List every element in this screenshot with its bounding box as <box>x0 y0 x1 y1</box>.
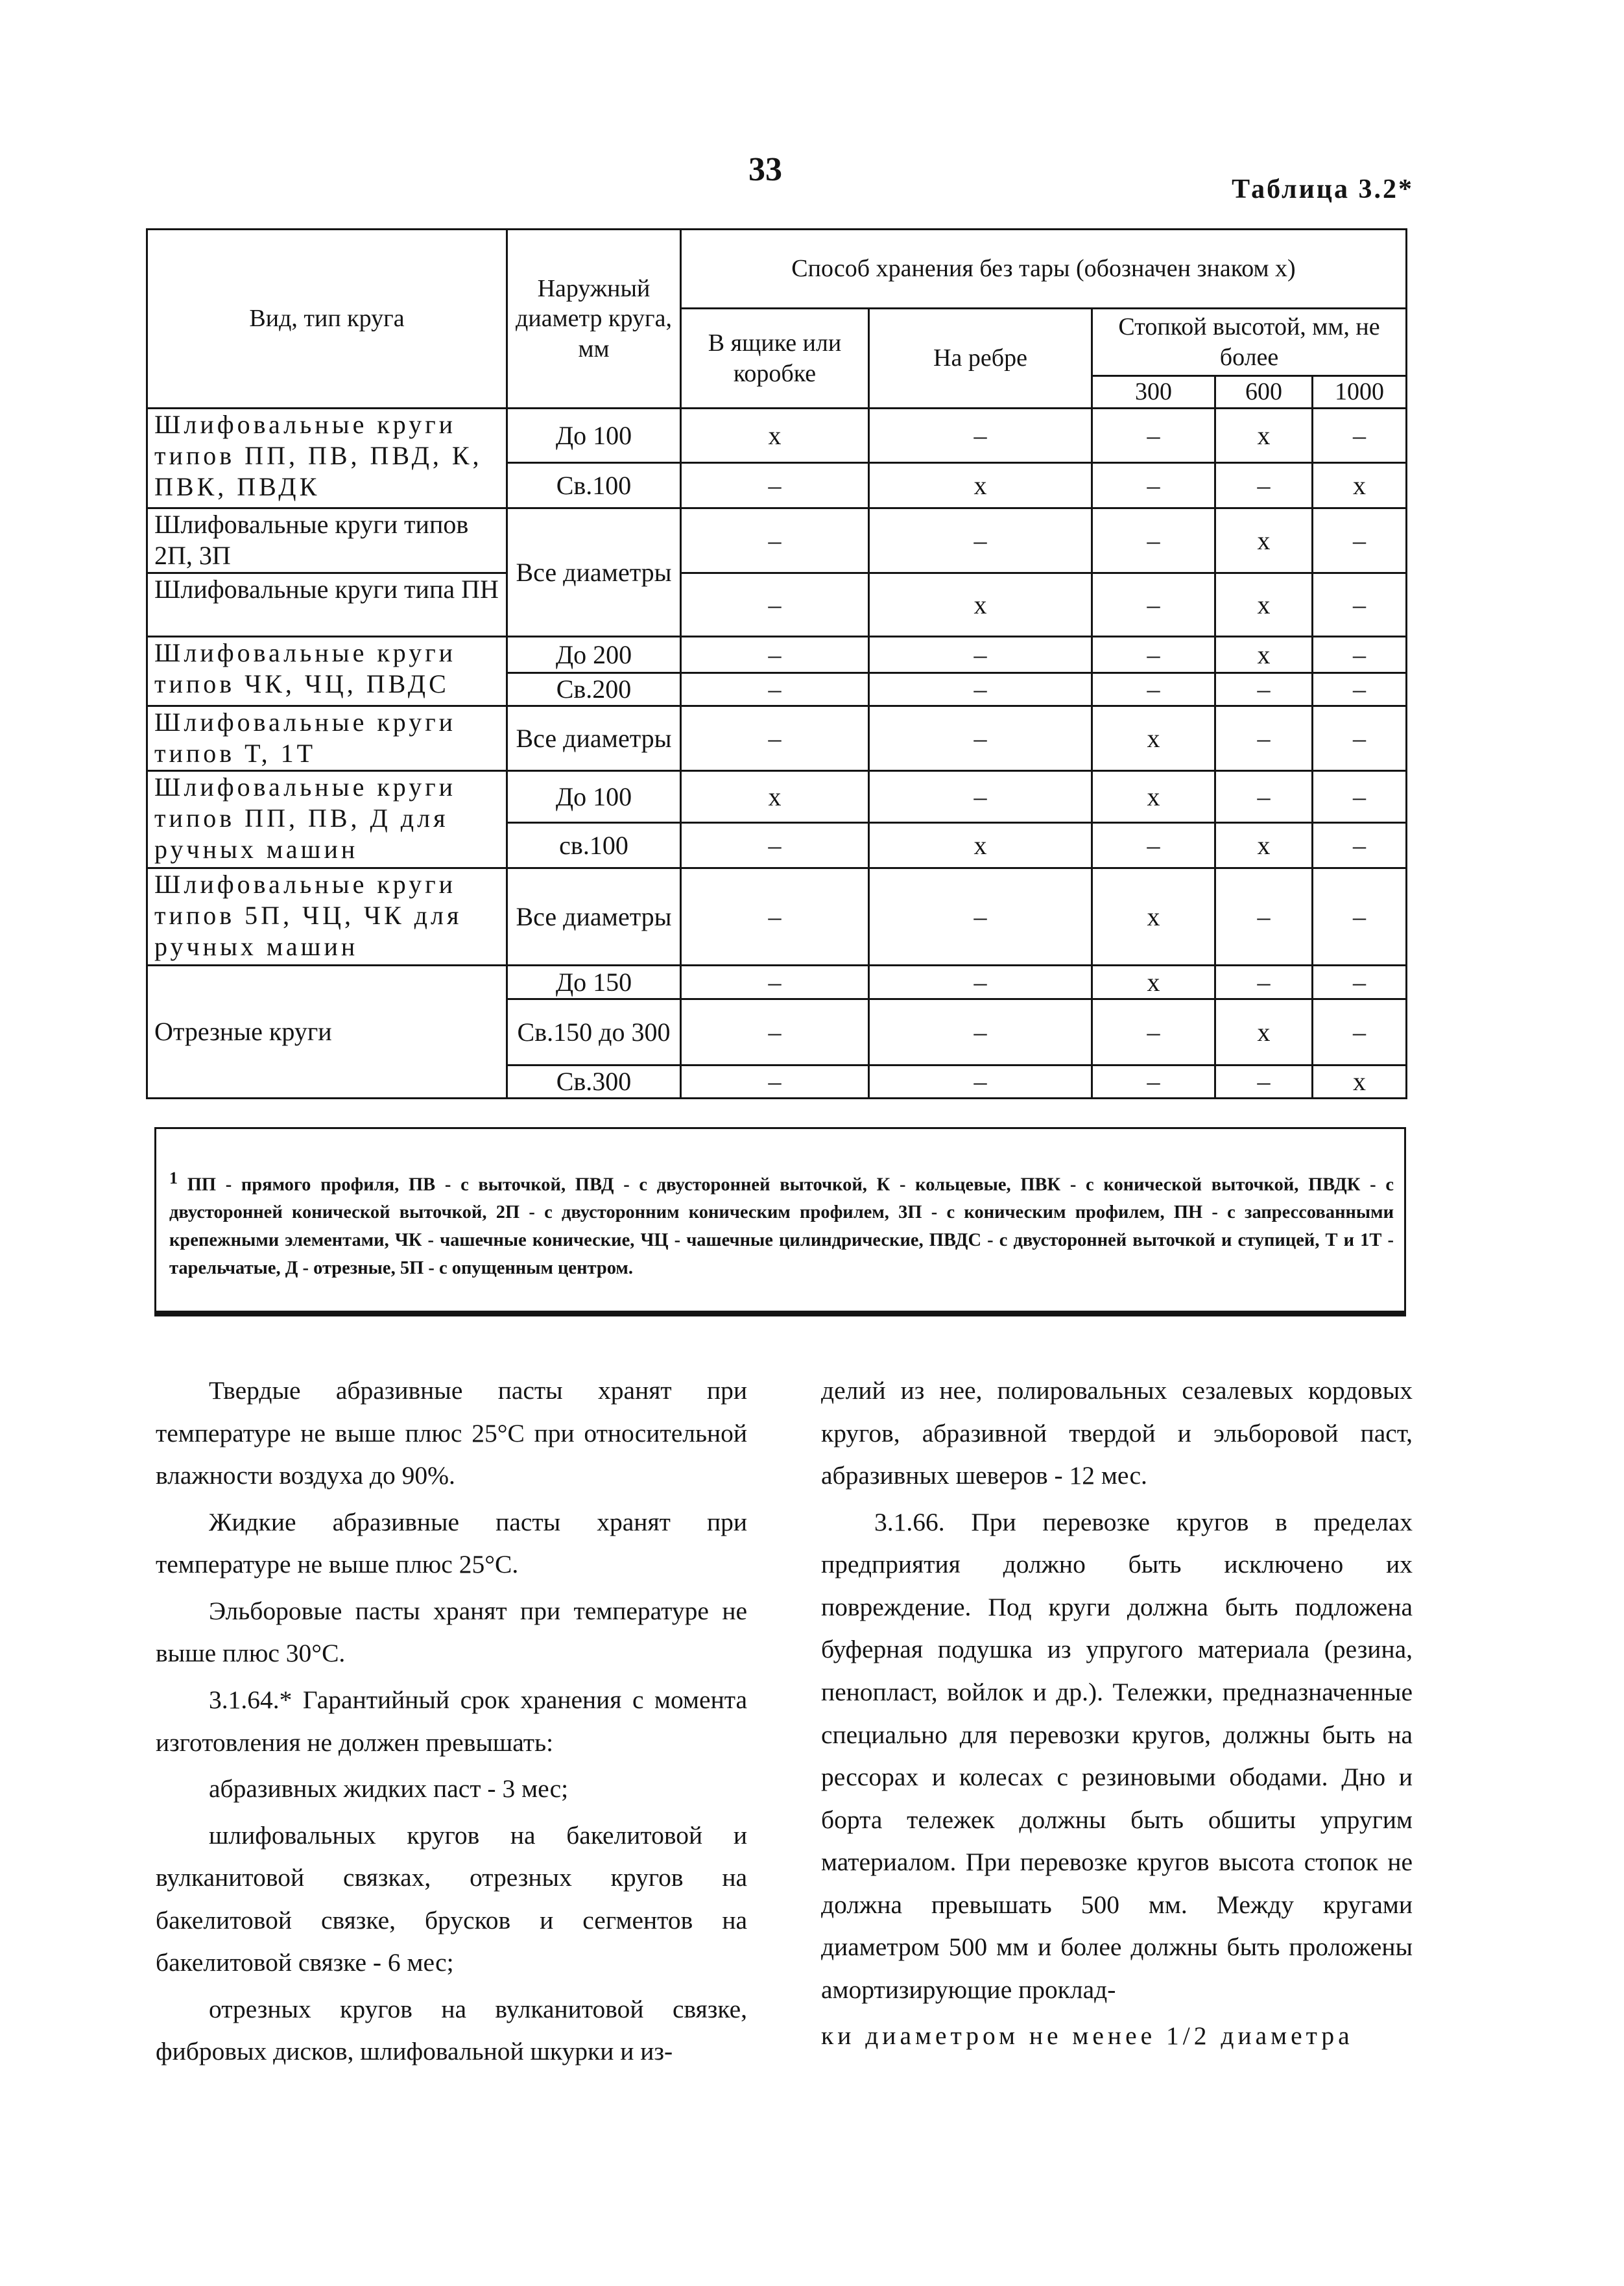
header-edge: На ребре <box>869 309 1092 409</box>
table-row <box>147 508 1407 573</box>
paragraph: отрезных кругов на вулканитовой связке, фибровых дисков, шлифовальной шкурки и из- <box>156 1994 747 2066</box>
cell-300: – <box>1092 823 1215 868</box>
cell-300: – <box>1092 463 1215 508</box>
cell-edge: – <box>869 673 1092 706</box>
cell-300: х <box>1092 868 1215 966</box>
cell-300: – <box>1092 1066 1215 1099</box>
paragraph: Твердые абразивные пасты хранят при температуре не выше плюс 25°С при относительной влажности воздуха до 90%. <box>156 1376 747 1490</box>
cell-600: х <box>1215 999 1313 1066</box>
paragraph: делий из нее, полировальных сезалевых кордовых кругов, абразивной твердой и эльборовой паст, абразивных шеверов - 12 мес. <box>821 1376 1413 1490</box>
header-type: Вид, тип круга <box>147 230 507 409</box>
cell-edge: – <box>869 966 1092 999</box>
header-box: В ящике или коробке <box>681 309 869 409</box>
cell-edge: х <box>869 823 1092 868</box>
table-row <box>147 409 1407 463</box>
cell-box: – <box>681 573 869 637</box>
cell-1000: – <box>1313 673 1407 706</box>
page-number: 33 <box>748 151 782 188</box>
header-600: 600 <box>1215 376 1313 409</box>
cell-300: – <box>1092 508 1215 573</box>
header-storage: Способ хранения без тары (обозначен знаком х) <box>681 230 1407 309</box>
cell-600: х <box>1215 573 1313 637</box>
cell-300: х <box>1092 771 1215 823</box>
row-type: Шлифовальные круги типов ЧК, ЧЦ, ПВДС <box>147 637 507 706</box>
header-stack: Стопкой высотой, мм, не более <box>1092 309 1407 376</box>
cell-box: – <box>681 1066 869 1099</box>
cell-box: – <box>681 637 869 673</box>
cell-edge: – <box>869 868 1092 966</box>
row-diameter: Все диаметры <box>507 868 681 966</box>
row-diameter: Св.200 <box>507 673 681 706</box>
table-row <box>147 966 1407 999</box>
paragraph: 3.1.66. При перевозке кругов в пределах предприятия должно быть исключено их повреждение. Под круги должна быть подложена буферная подушка из упругого материала (резина, пенопласт, войлок и др.). Тележки, предназначенные специально для перевозки кругов, должны быть на рессорах и колесах с резиновыми ободами. Дно и борта тележек должны быть обшиты упругим материалом. При перевозке кругов высота стопок не должна превышать 500 мм. Между кругами диаметром 500 мм и более должны быть проложены амортизирующие проклад- <box>821 1507 1413 2004</box>
cell-box: х <box>681 771 869 823</box>
row-diameter: Св.300 <box>507 1066 681 1099</box>
header-300: 300 <box>1092 376 1215 409</box>
cell-600: х <box>1215 409 1313 463</box>
cell-edge: – <box>869 637 1092 673</box>
row-diameter: До 100 <box>507 771 681 823</box>
paragraph-last-line: ки диаметром не менее 1/2 диаметра <box>821 2021 1354 2051</box>
cell-1000: – <box>1313 868 1407 966</box>
row-type: Отрезные круги <box>147 966 507 1099</box>
paragraph: 3.1.64.* Гарантийный срок хранения с момента изготовления не должен превышать: <box>156 1685 747 1757</box>
footnote-text: ПП - прямого профиля, ПВ - с выточкой, ПВД - с двусторонней выточкой, К - кольцевые, ПВК - с конической выточкой, ПВДК - с двусторонней конической выточкой, 2П - с двусторонним коническим профилем, 3П - с коническим профилем, ПН - с запрессованными крепежными элементами, ЧК - чашечные конические, ЧЦ - чашечные цилиндрические, ПВДС - с двусторонней выточкой и ступицей, Т и 1Т - тарельчатые, Д - отрезные, 5П - с опущенным центром. <box>169 1174 1394 1278</box>
cell-600: х <box>1215 508 1313 573</box>
cell-600: – <box>1215 706 1313 771</box>
header-1000: 1000 <box>1313 376 1407 409</box>
row-type: Шлифовальные круги типов 5П, ЧЦ, ЧК для ручных машин <box>147 868 507 966</box>
row-diameter: Св.150 до 300 <box>507 999 681 1066</box>
table-footnote <box>154 1127 1406 1316</box>
cell-1000: – <box>1313 508 1407 573</box>
table-caption: Таблица 3.2* <box>1232 174 1414 204</box>
cell-300: – <box>1092 573 1215 637</box>
cell-600: – <box>1215 463 1313 508</box>
cell-edge: х <box>869 573 1092 637</box>
body-left-column <box>156 1370 747 2077</box>
cell-1000: х <box>1313 463 1407 508</box>
cell-box: – <box>681 508 869 573</box>
row-type: Шлифовальные круги типов ПП, ПВ, ПВД, К, ПВК, ПВДК <box>147 409 507 508</box>
cell-600: – <box>1215 1066 1313 1099</box>
body-right-column <box>821 1370 1413 2062</box>
footnote-marker: 1 <box>169 1169 178 1187</box>
paragraph: Эльборовые пасты хранят при температуре не выше плюс 30°С. <box>156 1596 747 1668</box>
cell-1000: х <box>1313 1066 1407 1099</box>
row-diameter: Все диаметры <box>507 508 681 637</box>
table-row <box>147 868 1407 966</box>
cell-1000: – <box>1313 637 1407 673</box>
cell-1000: – <box>1313 573 1407 637</box>
table-row <box>147 706 1407 771</box>
row-type: Шлифовальные круги типов Т, 1Т <box>147 706 507 771</box>
cell-600: – <box>1215 868 1313 966</box>
row-diameter: До 200 <box>507 637 681 673</box>
row-diameter: Св.100 <box>507 463 681 508</box>
cell-edge: – <box>869 771 1092 823</box>
cell-300: – <box>1092 409 1215 463</box>
cell-600: – <box>1215 771 1313 823</box>
paragraph: Жидкие абразивные пасты хранят при температуре не выше плюс 25°С. <box>156 1507 747 1579</box>
cell-600: х <box>1215 823 1313 868</box>
cell-box: – <box>681 966 869 999</box>
cell-edge: – <box>869 508 1092 573</box>
cell-600: – <box>1215 673 1313 706</box>
storage-table <box>146 228 1407 1099</box>
cell-300: – <box>1092 673 1215 706</box>
table-row <box>147 637 1407 673</box>
cell-300: х <box>1092 706 1215 771</box>
cell-1000: – <box>1313 771 1407 823</box>
row-diameter: До 150 <box>507 966 681 999</box>
cell-box: – <box>681 999 869 1066</box>
cell-box: – <box>681 706 869 771</box>
cell-edge: – <box>869 999 1092 1066</box>
paragraph: шлифовальных кругов на бакелитовой и вулканитовой связках, отрезных кругов на бакелитовой связке, брусков и сегментов на бакелитовой связке - 6 мес; <box>156 1820 747 1977</box>
row-type: Шлифовальные круги типов 2П, 3П <box>147 508 507 573</box>
cell-300: – <box>1092 999 1215 1066</box>
paragraph: абразивных жидких паст - 3 мес; <box>209 1774 569 1804</box>
cell-edge: – <box>869 706 1092 771</box>
cell-1000: – <box>1313 823 1407 868</box>
row-diameter: Все диаметры <box>507 706 681 771</box>
cell-edge: – <box>869 409 1092 463</box>
cell-box: – <box>681 673 869 706</box>
table-row <box>147 771 1407 823</box>
cell-600: – <box>1215 966 1313 999</box>
cell-box: – <box>681 463 869 508</box>
cell-box: х <box>681 409 869 463</box>
row-diameter: До 100 <box>507 409 681 463</box>
cell-600: х <box>1215 637 1313 673</box>
cell-box: – <box>681 868 869 966</box>
row-type: Шлифовальные круги типа ПН <box>147 573 507 637</box>
cell-300: – <box>1092 637 1215 673</box>
cell-edge: – <box>869 1066 1092 1099</box>
cell-1000: – <box>1313 409 1407 463</box>
cell-1000: – <box>1313 999 1407 1066</box>
cell-1000: – <box>1313 706 1407 771</box>
cell-edge: х <box>869 463 1092 508</box>
header-diameter: Наружный диаметр круга, мм <box>507 230 681 409</box>
cell-box: – <box>681 823 869 868</box>
row-type: Шлифовальные круги типов ПП, ПВ, Д для ручных машин <box>147 771 507 868</box>
cell-1000: – <box>1313 966 1407 999</box>
row-diameter: св.100 <box>507 823 681 868</box>
cell-300: х <box>1092 966 1215 999</box>
table-row <box>147 573 1407 637</box>
